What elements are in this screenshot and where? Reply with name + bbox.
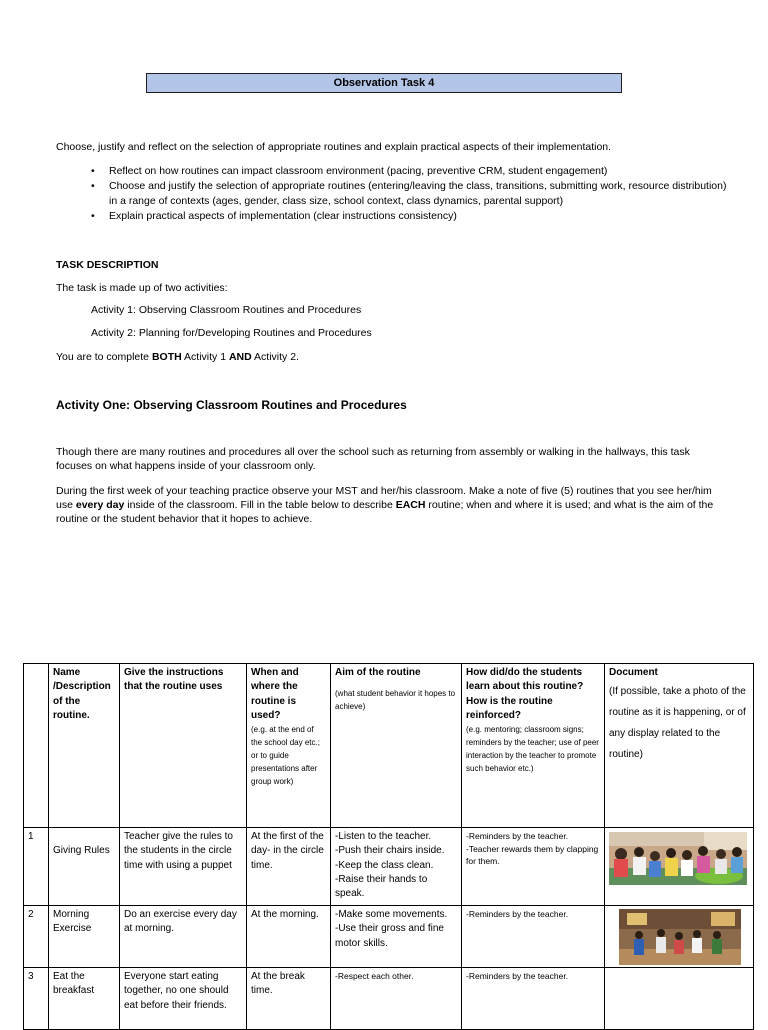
header-instructions: Give the instructions that the routine uses [120, 664, 247, 828]
routines-table [23, 663, 754, 1030]
list-item: • Explain practical aspects of implementation (clear instructions consistency) [91, 209, 731, 224]
document-cell [605, 906, 754, 968]
table-row: 3 Eat the breakfast Everyone start eating together, no one should eat before their friends. At the break time. -Respect each other. -Reminders by the teacher. [24, 968, 754, 1030]
document-cell [605, 968, 754, 1030]
table-header-row [24, 664, 754, 828]
list-item: • Reflect on how routines can impact classroom environment (pacing, preventive CRM, student engagement) [91, 164, 731, 179]
description-paragraph-2: During the first week of your teaching practice observe your MST and her/his classroom. Make a note of five (5) routines that you see her/him use every day inside of the classroom. Fill in the table below to describe EACH routine; when and where it is used; and what is the aim of the routine or the student behavior that it hopes to achieve. [56, 485, 714, 525]
task-heading: TASK DESCRIPTION [56, 259, 159, 271]
header-aim: Aim of the routine (what student behavior it hopes to achieve) [331, 664, 462, 828]
activity-1-label: Activity 1: Observing Classroom Routines and Procedures [91, 304, 362, 316]
activity-heading: Activity One: Observing Classroom Routines and Procedures [56, 398, 407, 412]
table-row: 1 Giving Rules Teacher give the rules to the students in the circle time with using a puppet At the first of the day- in the circle time. -Listen to the teacher. -Push their chairs inside. -Keep the class clean. -Raise their hands to speak. -Reminders by the teacher. -Teacher rewards them by clapping for them. [24, 828, 754, 906]
list-item: • Choose and justify the selection of appropriate routines (entering/leaving the class, transitions, submitting work, resource distribution) in a range of contexts (ages, gender, class size, school context, class dynamics, parental support) [91, 179, 731, 209]
header-document: Document (If possible, take a photo of the routine as it is happening, or of any display related to the routine) [605, 664, 754, 828]
description-paragraph-1: Though there are many routines and procedures all over the school such as returning from assembly or walking in the hallways, this task focuses on what happens inside of your classroom only. [56, 446, 690, 472]
document-cell [605, 828, 754, 906]
header-learn: How did/do the students learn about this routine? How is the routine reinforced? (e.g. mentoring; classroom signs; reminders by the teacher; use of peer interaction by the teacher to promote such behavior etc.) [462, 664, 605, 828]
complete-instruction: You are to complete BOTH Activity 1 AND Activity 2. [56, 351, 299, 363]
header-when: When and where the routine is used? (e.g. at the end of the school day etc.; or to guide presentations after group work) [247, 664, 331, 828]
morning-exercise-photo [619, 909, 741, 965]
activity-2-label: Activity 2: Planning for/Developing Routines and Procedures [91, 327, 372, 339]
task-intro: The task is made up of two activities: [56, 282, 228, 294]
classroom-circle-time-photo [609, 832, 747, 885]
page-title: Observation Task 4 [146, 73, 622, 93]
table-row: 2 Morning Exercise Do an exercise every day at morning. At the morning. -Make some movements. -Use their gross and fine motor skills. -Reminders by the teacher. [24, 906, 754, 968]
objectives-list [91, 164, 731, 224]
header-name: Name /Description of the routine. [49, 664, 120, 828]
intro-text: Choose, justify and reflect on the selection of appropriate routines and explain practical aspects of their implementation. [56, 141, 612, 153]
